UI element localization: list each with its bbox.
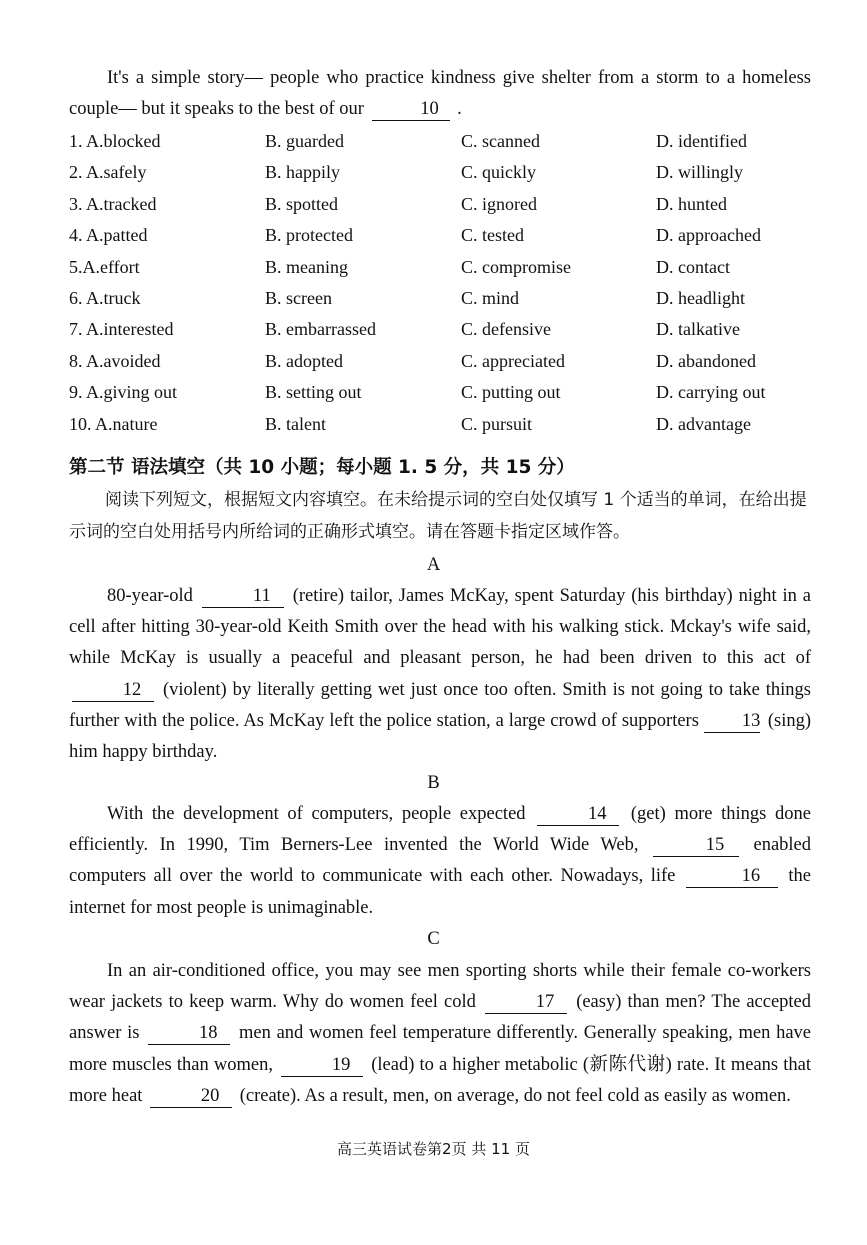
passage-c-text: (lead) to a higher metabolic (新陈代谢) rate. It means that more heat bbox=[69, 1054, 811, 1106]
passage-b-label: B bbox=[427, 773, 440, 793]
option-5-c: C. compromise bbox=[461, 256, 571, 277]
option-3-c: C. ignored bbox=[461, 193, 537, 214]
option-6-c: C. mind bbox=[461, 287, 520, 308]
option-2-b: B. happily bbox=[265, 162, 340, 183]
page-footer: 高三英语试卷第2页 共 11 页 bbox=[337, 1140, 530, 1158]
blank-13: 13 bbox=[704, 710, 760, 733]
option-1-c: C. scanned bbox=[461, 131, 540, 151]
blank-14: 14 bbox=[537, 803, 619, 826]
passage-c-label: C bbox=[427, 929, 440, 949]
section-instructions: 阅读下列短文，根据短文内容填空。在未给提示词的空白处仅填写 1 个适当的单词，在给出提示词的空白处用括号内所给词的正确形式填空。请在答题卡指定区域作答。 bbox=[69, 490, 807, 542]
option-row-10 bbox=[69, 409, 811, 440]
option-7-d: D. talkative bbox=[656, 319, 740, 340]
section-title: 第二节 语法填空（共 10 小题；每小题 1. 5 分，共 15 分） bbox=[69, 457, 575, 478]
passage-c-text: men and women feel temperature differently. Generally speaking, men have more muscles than women, bbox=[69, 1023, 812, 1075]
option-9-a: 9. A.giving out bbox=[69, 382, 178, 403]
option-3-d: D. hunted bbox=[656, 193, 727, 214]
option-3-b: B. spotted bbox=[265, 193, 339, 214]
passage-a-text: 80-year-old bbox=[107, 586, 193, 606]
option-7-b: B. embarrassed bbox=[265, 319, 376, 340]
passage-c-text: (easy) than men? The accepted answer is bbox=[69, 992, 812, 1044]
blank-19: 19 bbox=[281, 1054, 363, 1077]
option-9-b: B. setting out bbox=[265, 382, 362, 403]
option-2-a: 2. A.safely bbox=[69, 162, 147, 183]
blank-15: 15 bbox=[653, 834, 739, 857]
option-row-8 bbox=[69, 346, 811, 377]
option-1-b: B. guarded bbox=[265, 131, 344, 151]
option-5-d: D. contact bbox=[656, 256, 730, 277]
passage-b-text: (get) more things done efficiently. In 1990, Tim Berners-Lee invented the World Wide Web, bbox=[69, 804, 812, 856]
intro-end: . bbox=[457, 99, 462, 120]
passage-b-text: enabled computers all over the world to communicate with each other. Nowadays, life bbox=[69, 835, 812, 887]
option-row-2 bbox=[69, 157, 811, 188]
passage-c bbox=[69, 956, 811, 1112]
intro-text: It's a simple story— people who practice kindness give shelter from a storm to a homeless couple— but it speaks to the best of our bbox=[69, 68, 811, 120]
passage-a-label: A bbox=[426, 555, 441, 575]
option-3-a: 3. A.tracked bbox=[69, 193, 157, 214]
option-5-b: B. meaning bbox=[265, 256, 348, 277]
passage-a-text: (sing) him happy birthday. bbox=[69, 710, 811, 763]
option-6-d: D. headlight bbox=[656, 287, 745, 308]
blank-12: 12 bbox=[72, 679, 154, 702]
option-4-b: B. protected bbox=[265, 225, 353, 246]
options-list bbox=[69, 126, 811, 440]
option-row-4 bbox=[69, 220, 811, 251]
option-8-b: B. adopted bbox=[265, 350, 343, 371]
passage-a-text: (violent) by literally getting wet just once too often. Smith is not going to take things further with the police. As McKay left the police station, a large crowd of supporters bbox=[69, 679, 811, 731]
passage-c-text: (create). As a result, men, on average, do not feel cold as easily as women. bbox=[239, 1085, 791, 1106]
option-1-a: 1. A.blocked bbox=[69, 131, 161, 151]
option-6-a: 6. A.truck bbox=[69, 287, 141, 308]
option-7-c: C. defensive bbox=[461, 319, 551, 340]
blank-10: 10 bbox=[372, 98, 450, 121]
option-9-d: D. carrying out bbox=[656, 382, 766, 403]
option-4-a: 4. A.patted bbox=[69, 225, 148, 246]
blank-11: 11 bbox=[202, 585, 284, 608]
option-10-c: C. pursuit bbox=[461, 413, 533, 434]
passage-c-text: In an air-conditioned office, you may see men sporting shorts while their female co-workers wear jackets to keep warm. Why do women feel cold bbox=[69, 961, 811, 1013]
option-1-d: D. identified bbox=[656, 131, 747, 151]
option-2-d: D. willingly bbox=[656, 162, 744, 183]
passage-a bbox=[69, 581, 811, 768]
option-8-c: C. appreciated bbox=[461, 350, 565, 371]
option-10-b: B. talent bbox=[265, 413, 326, 434]
option-row-6 bbox=[69, 283, 811, 314]
passage-a-text: (retire) tailor, James McKay, spent Saturday (his birthday) night in a cell after hitting 30-year-old Keith Smith over the head with his walking stick. Mckay's wife said, while McKay is usually a peaceful and pleasant person, he had been driven to this act of bbox=[69, 586, 811, 669]
option-2-c: C. quickly bbox=[461, 162, 536, 183]
option-10-d: D. advantage bbox=[656, 413, 751, 434]
passage-b-text: the internet for most people is unimaginable. bbox=[69, 866, 812, 918]
option-5-a: 5.A.effort bbox=[69, 256, 140, 277]
option-6-b: B. screen bbox=[265, 287, 332, 308]
option-row-3 bbox=[69, 189, 811, 220]
intro-paragraph bbox=[69, 63, 811, 125]
passage-b-text: With the development of computers, people expected bbox=[107, 804, 526, 824]
option-row-9 bbox=[69, 377, 811, 408]
option-4-c: C. tested bbox=[461, 225, 524, 246]
blank-20: 20 bbox=[150, 1085, 232, 1108]
option-4-d: D. approached bbox=[656, 225, 761, 246]
option-8-a: 8. A.avoided bbox=[69, 350, 161, 371]
option-10-a: 10. A.nature bbox=[69, 413, 158, 434]
option-9-c: C. putting out bbox=[461, 382, 561, 403]
option-row-1 bbox=[69, 126, 811, 157]
option-row-7 bbox=[69, 314, 811, 345]
blank-16: 16 bbox=[686, 865, 778, 888]
passage-b bbox=[69, 799, 811, 924]
option-8-d: D. abandoned bbox=[656, 350, 756, 371]
blank-17: 17 bbox=[485, 991, 567, 1014]
option-row-5 bbox=[69, 252, 811, 283]
option-7-a: 7. A.interested bbox=[69, 319, 174, 340]
blank-18: 18 bbox=[148, 1022, 230, 1045]
